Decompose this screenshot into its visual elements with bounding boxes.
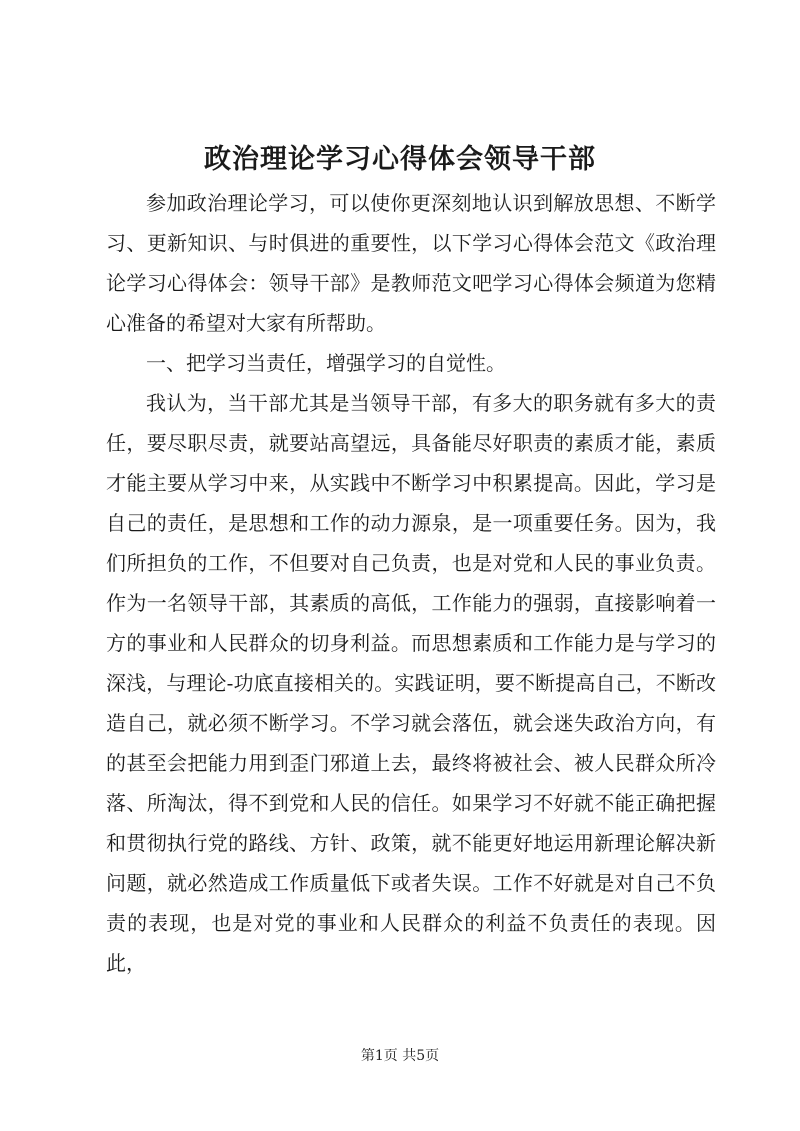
document-body: [106, 183, 716, 983]
section-heading-paragraph: 一、把学习当责任，增强学习的自觉性。: [146, 351, 506, 375]
intro-paragraph: 参加政治理论学习，可以使你更深刻地认识到解放思想、不断学习、更新知识、与时俱进的重要性，以下学习心得体会范文《政治理论学习心得体会：领导干部》是教师范文吧学习心得体会频道为您精心准备的希望对大家有所帮助。: [106, 191, 716, 335]
body-paragraph: 我认为，当干部尤其是当领导干部，有多大的职务就有多大的责任，要尽职尽责，就要站高望远，具备能尽好职责的素质才能，素质才能主要从学习中来，从实践中不断学习中积累提高。因此，学习是自己的责任，是思想和工作的动力源泉，是一项重要任务。因为，我们所担负的工作，不但要对自己负责，也是对党和人民的事业负责。作为一名领导干部，其素质的高低，工作能力的强弱，直接影响着一方的事业和人民群众的切身利益。而思想素质和工作能力是与学习的深浅，与理论-功底直接相关的。实践证明，要不断提高自己，不断改造自己，就必须不断学习。不学习就会落伍，就会迷失政治方向，有的甚至会把能力用到歪门邪道上去，最终将被社会、被人民群众所冷落、所淘汰，得不到党和人民的信任。如果学习不好就不能正确把握和贯彻执行党的路线、方针、政策，就不能更好地运用新理论解决新问题，就必然造成工作质量低下或者失误。工作不好就是对自己不负责的表现，也是对党的事业和人民群众的利益不负责任的表现。因此，: [106, 391, 716, 975]
document-title: 政治理论学习心得体会领导干部: [204, 144, 596, 175]
page-footer: 第1页 共5页: [360, 1048, 440, 1064]
